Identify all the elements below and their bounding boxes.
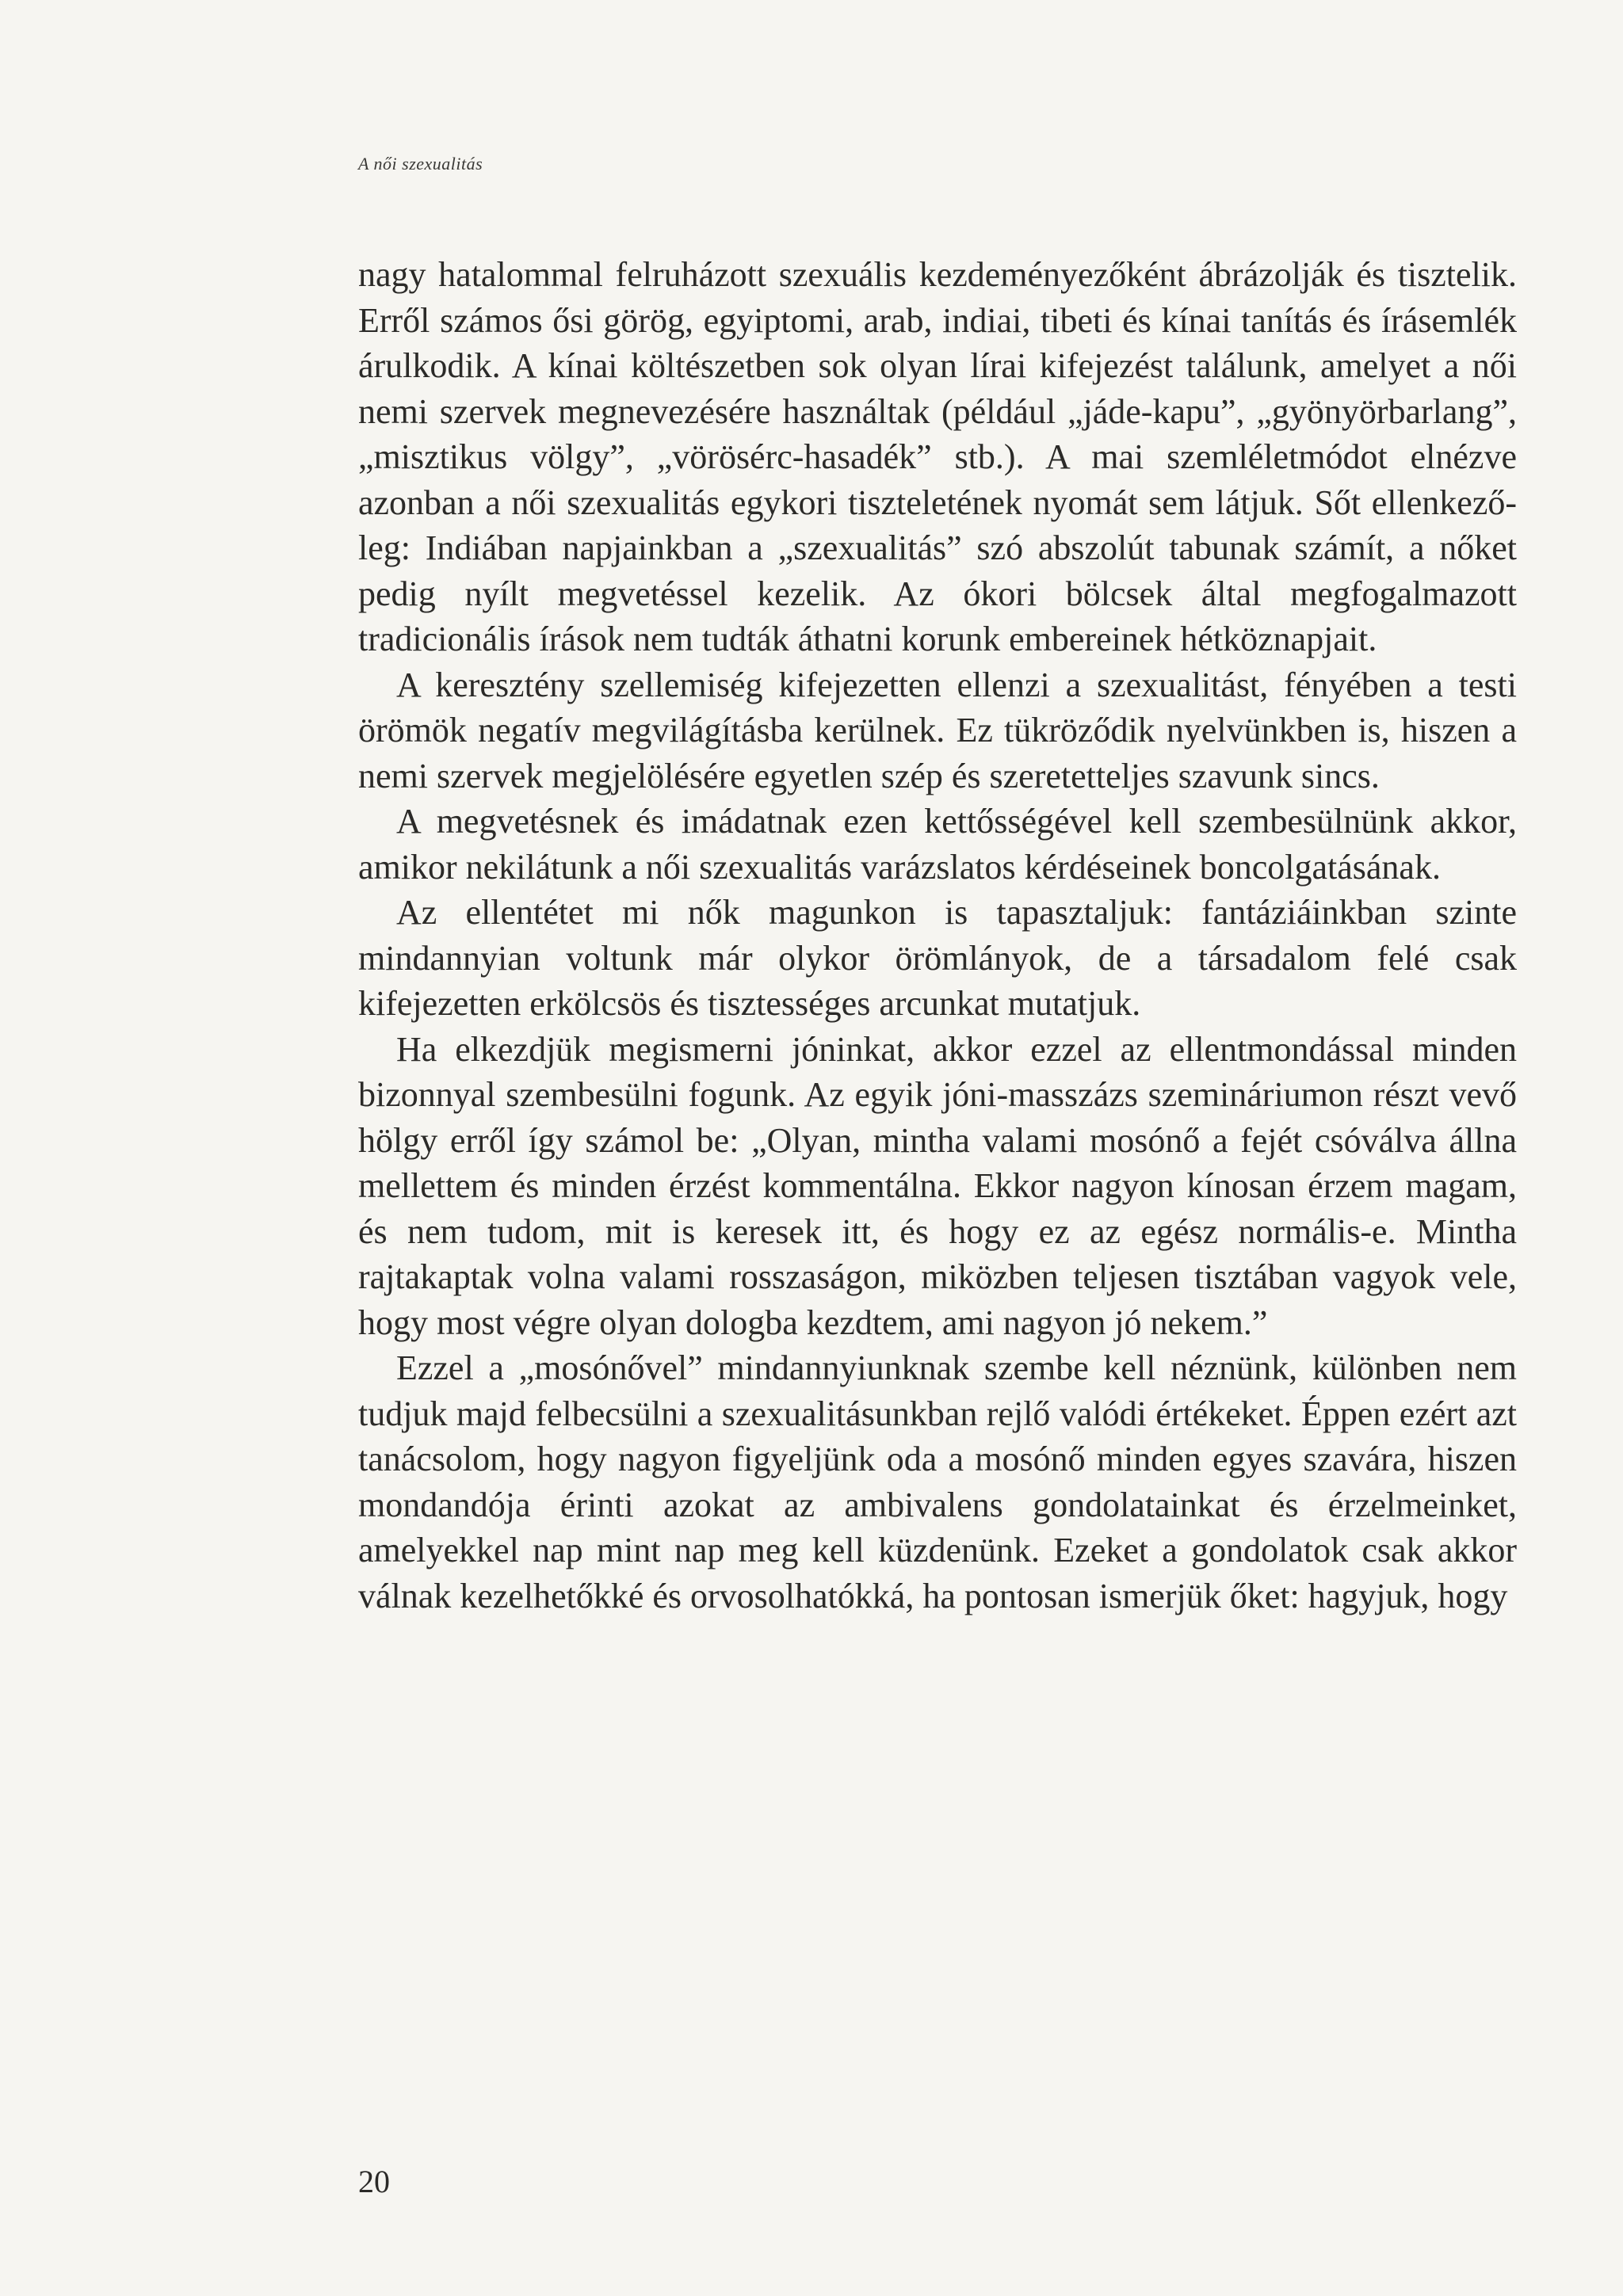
page-number: 20 — [358, 2164, 390, 2199]
paragraph: Ha elkezdjük megismerni jóninkat, akkor ezzel az ellentmondással minden bizonnyal szembesülni fogunk. Az egyik jóni-masszázs szemináriumon részt vevő hölgy erről így számol be: „Olyan, mintha valami mosónő a fejét csóválva állna mellettem és minden érzést kommentálna. Ekkor nagyon kínosan érzem magam, és nem tudom, mit is keresek itt, és hogy ez az egész normális-e. Mintha rajtakaptak volna valami rosszaságon, miközben teljesen tisztában vagyok vele, hogy most végre olyan dologba kezdtem, ami nagyon jó nekem.” — [358, 1029, 1517, 1342]
paragraph: Az ellentétet mi nők magunkon is tapasztaljuk: fantáziáinkban szinte mindannyian voltunk már olykor örömlányok, de a társadalom felé csak kifejezetten erkölcsös és tisztességes arcunkat mutatjuk. — [358, 893, 1517, 1023]
paragraph: A megvetésnek és imádatnak ezen kettősségével kell szembesülnünk akkor, amikor nekilátunk a női szexualitás varázslatos kérdéseinek boncolgatásának. — [358, 802, 1517, 887]
paragraph: nagy hatalommal felruházott szexuális kezdeményezőként ábrázolják és tisztelik. Erről számos ősi görög, egyiptomi, arab, indiai, tibeti és kínai tanítás és írásemlék árulkodik. A kínai költészetben sok olyan lírai kifejezést találunk, amelyet a női nemi szervek megnevezésére használtak (például „jáde-kapu”, „gyönyörbarlang”, „misztikus völgy”, „vörösérc-hasadék” stb.). A mai szemléletmódot elnézve azonban a női szexualitás egykori tiszteletének nyomát sem látjuk. Sőt ellenkezőleg: Indiában napjainkban a „szexualitás” szó abszolút tabunak számít, a nőket pedig nyílt megvetéssel kezelik. Az ókori bölcsek által megfogalmazott tradicionális írások nem tudták áthatni korunk embereinek hétköznapjait. — [358, 255, 1517, 658]
paragraph: A keresztény szellemiség kifejezetten ellenzi a szexualitást, fényében a testi örömök negatív megvilágításba kerülnek. Ez tükröződik nyelvünkben is, hiszen a nemi szervek megjelölésére egyetlen szép és szeretetteljes szavunk sincs. — [358, 665, 1517, 795]
body-text — [358, 252, 1517, 1619]
running-head: A női szexualitás — [358, 154, 483, 174]
paragraph: Ezzel a „mosónővel” mindannyiunknak szembe kell néznünk, különben nem tudjuk majd felbecsülni a szexualitásunkban rejlő valódi értékeket. Éppen ezért azt tanácsolom, hogy nagyon figyeljünk oda a mosónő minden egyes szavára, hiszen mondandója érinti azokat az ambivalens gondolatainkat és érzelmeinket, amelyekkel nap mint nap meg kell küzdenünk. Ezeket a gondolatok csak akkor válnak kezelhetőkké és orvosolhatókká, ha pontosan ismerjük őket: hagyjuk, hogy — [358, 1348, 1517, 1615]
